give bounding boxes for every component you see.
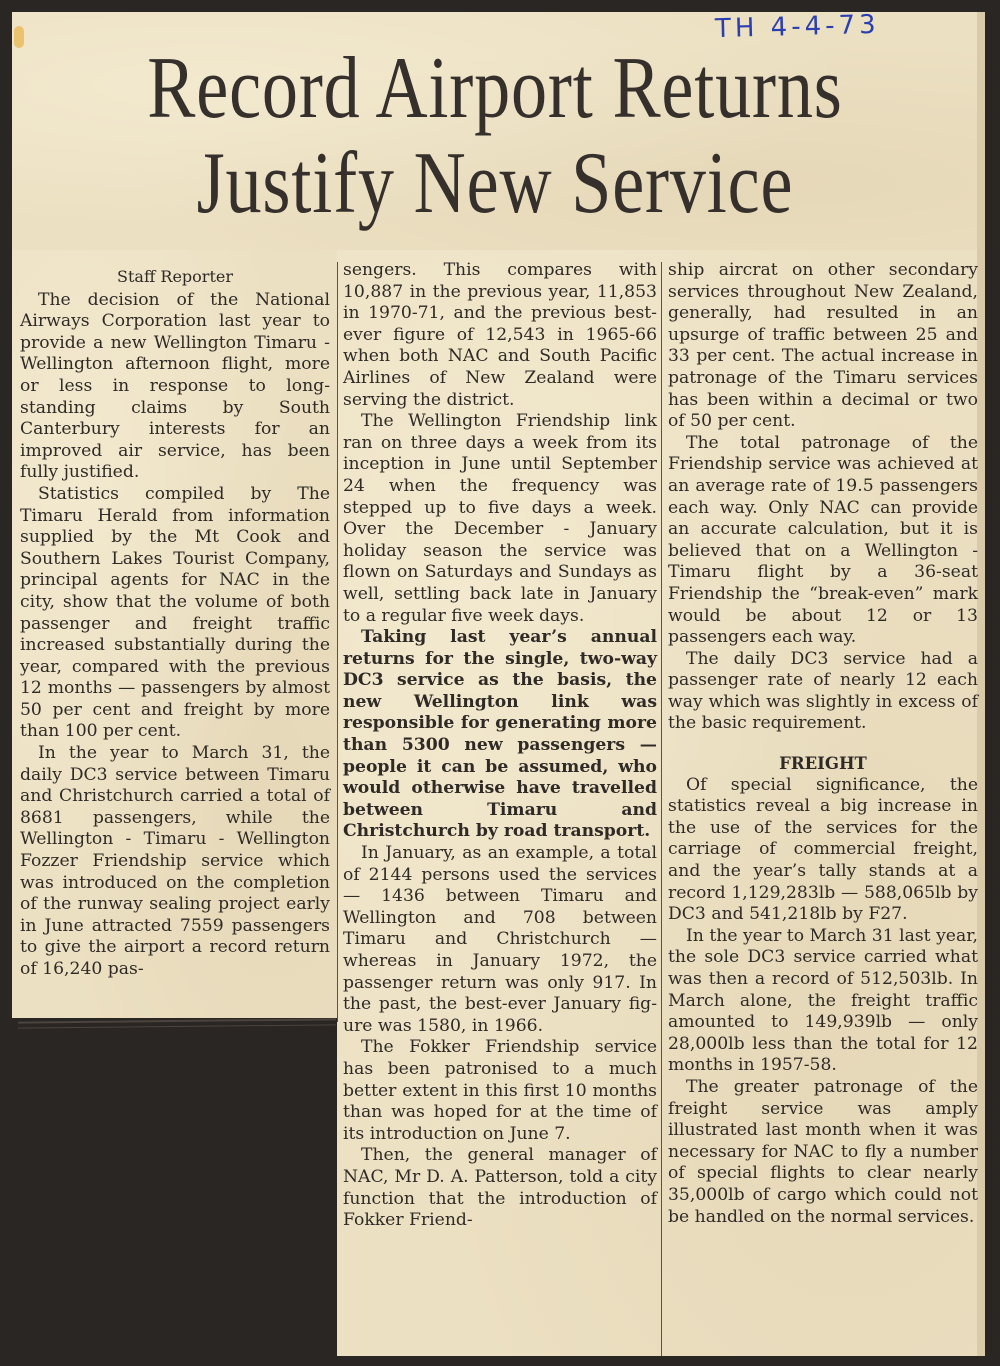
headline-line-1: Record Airport Returns (147, 40, 843, 137)
paragraph: The total patronage of the Friendship service was achieved at an average rate of 19.5 passengers each way. Only NAC can provide an accurate calculation, but it is believed that on a Wellington - Timaru flight by a 36-seat Friendship the “break-even” mark would be about 12 or 13 passengers each way. (668, 432, 978, 648)
paragraph-bold: Taking last year’s annual returns for the single, two-way DC3 service as the basis, the new Wellington link was responsible for generating more than 5300 new passengers — people it can be assumed, who would otherwise have travelled between Timaru and Christchurch by road transport. (343, 627, 657, 842)
paragraph: The daily DC3 service had a passenger rate of nearly 12 each way which was slightly in excess of the basic requirement. (668, 648, 978, 734)
byline: Staff Reporter (117, 267, 233, 286)
paper-edge (977, 12, 985, 1356)
paragraph: The Fokker Friendship service has been patronised to a much better extent in this first 10 months than was hoped for at the time of its introduction on June 7. (343, 1037, 657, 1144)
headline-line-2: Justify New Service (196, 135, 794, 232)
column-end-rule (18, 1018, 336, 1023)
paragraph: ship aircrat on other secondary services throughout New Zealand, generally, had resulted in an upsurge of traffic between 25 and 33 per cent. The actual increase in patronage of the Timaru services has been within a decimal or two of 50 per cent. (668, 260, 978, 432)
paragraph: In the year to March 31 last year, the sole DC3 service carried what was then a record of 512,503lb. In March alone, the freight traffic amounted to 149,939lb — only 28,000lb less than the total for 12 months in 1957-58. (668, 925, 978, 1076)
paragraph: In the year to March 31, the daily DC3 service between Timaru and Christchurch carried a total of 8681 passengers, while the Wellington - Timaru - Wellington Fozzer Friendship service which was introduced on the completion of the runway sealing project early in June attracted 7559 passengers to give the airport a record return of 16,240 pas- (20, 743, 330, 979)
article-column-2 (343, 260, 657, 1232)
paragraph: Statistics compiled by The Timaru Herald from information supplied by the Mt Cook and Southern Lakes Tourist Company, principal agents for NAC in the city, show that the volume of both passenger and freight traffic increased substantially during the year, compared with the previous 12 months — passengers by almost 50 per cent and freight by more than 100 per cent. (20, 483, 330, 742)
paragraph: The greater patronage of the freight service was amply illustrated last month when it was necessary for NAC to fly a number of special flights to clear nearly 35,000lb of cargo which could not be handled on the normal services. (668, 1076, 978, 1227)
paragraph: The decision of the National Airways Corporation last year to provide a new Wellington Timaru - Wellington afternoon flight, more or less in response to long-standing claims by South Canterbury interests for an improved air service, has been fully justified. (20, 289, 330, 483)
paragraph: Then, the general manager of NAC, Mr D. A. Patterson, told a city function that the introduction of Fokker Friend- (343, 1145, 657, 1231)
column-end-rule (18, 1024, 336, 1028)
paragraph: The Wellington Friendship link ran on three days a week from its inception in June until September 24 when the frequency was stepped up to five days a week. Over the December - January holiday season the service was flown on Saturdays and Sundays as well, settling back late in January to a regular five week days. (343, 411, 657, 626)
handwritten-date: TH 4-4-73 (714, 9, 881, 45)
article-column-1 (20, 266, 330, 981)
paragraph: In January, as an example, a total of 2144 persons used the services — 1436 between Timaru and Wellington and 708 between Timaru and Christchurch — whereas in January 1972, the passenger return was only 917. In the past, the best-ever January figure was 1580, in 1966. (343, 843, 657, 1036)
paragraph: sengers. This compares with 10,887 in the previous year, 11,853 in 1970-71, and the previous best-ever figure of 12,543 in 1965-66 when both NAC and South Pacific Airlines of New Zealand were serving the district. (343, 260, 657, 410)
tape-stain (14, 26, 24, 48)
paragraph: Of special significance, the statistics reveal a big increase in the use of the services for the carriage of commercial freight, and the year’s tally stands at a record 1,129,283lb — 588,065lb by DC3 and 541,218lb by F27. (668, 774, 978, 925)
column-divider (661, 262, 662, 1356)
article-column-3 (668, 260, 978, 1228)
section-heading-freight: FREIGHT (779, 754, 867, 774)
column-divider (337, 262, 338, 1022)
